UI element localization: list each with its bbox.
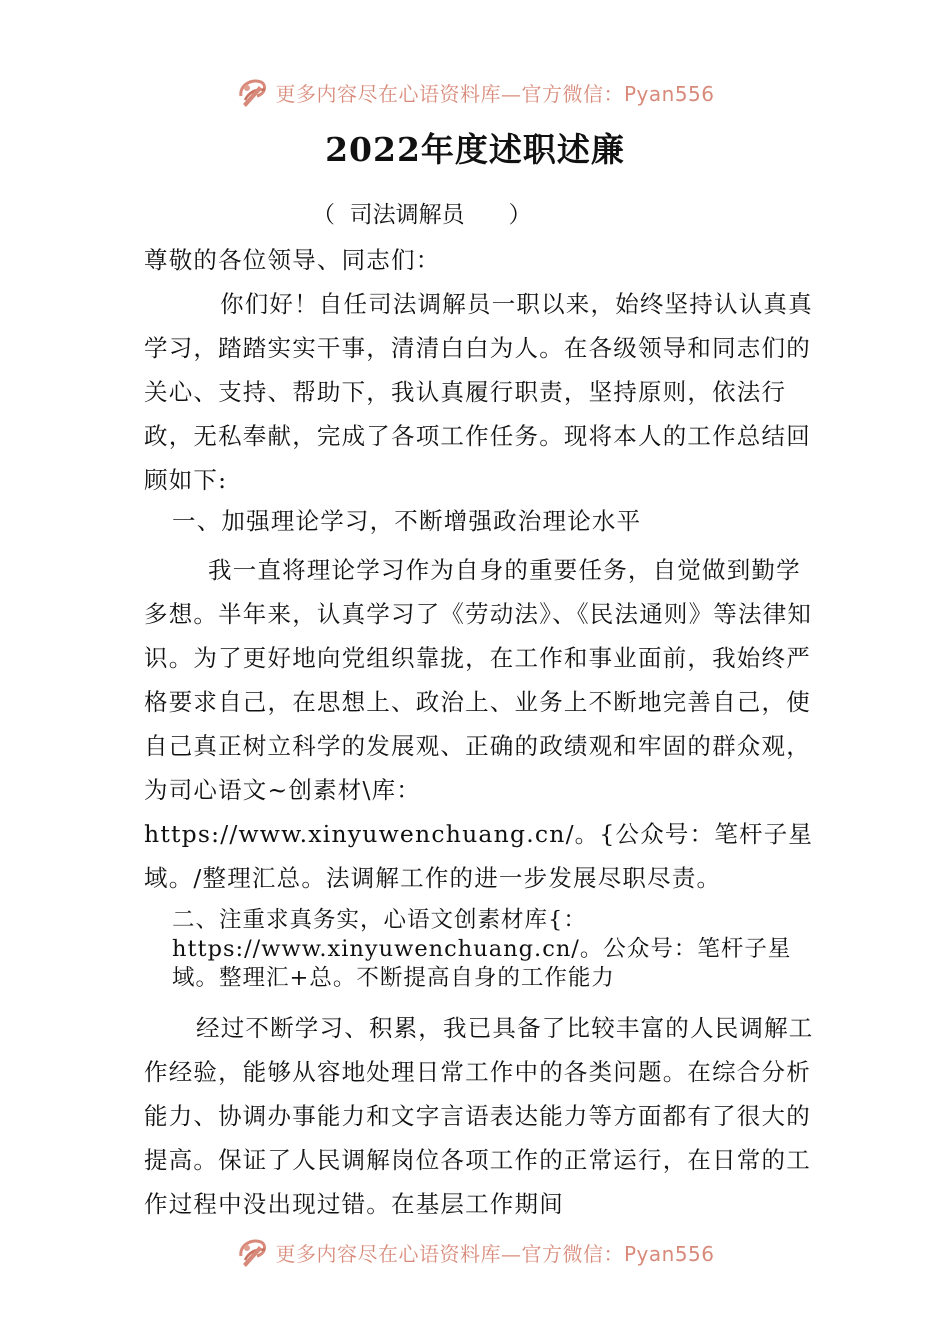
watermark-text: 更多内容尽在心语资料库—官方微信：Pyan556 xyxy=(275,81,715,106)
section-heading-2: 二、注重求真务实，心语文创素材库{：https://www.xinyuwenchuang.cn/。公众号：笔杆子星域。整理汇+总。不断提高自身的工作能力 xyxy=(172,907,792,991)
wechat-id: Pyan556 xyxy=(623,81,715,106)
paragraph-theory-study: 我一直将理论学习作为自身的重要任务，自觉做到勤学多想。半年来，认真学习了《劳动法》、《民法通则》等法律知识。为了更好地向党组织靠拢，在工作和事业面前，我始终严格要求自己，在思想上、政治上、业务上不断地完善自己，使自己真正树立科学的发展观、正确的政绩观和牢固的群众观，为司心语文~创素材\库：https://www.xinyuwenchuang.cn/。{公众号：笔杆子星域。/整理汇总。法调解工作的进一步发展尽职尽责。 xyxy=(144,556,814,892)
greeting: 尊敬的各位领导、同志们： xyxy=(144,246,441,274)
watermark-text: 更多内容尽在心语资料库—官方微信：Pyan556 xyxy=(275,1241,715,1266)
page-subtitle: （ 司法调解员 ） xyxy=(312,202,532,228)
paragraph-intro: 你们好！自任司法调解员一职以来，始终坚持认认真真学习，踏踏实实干事，清清白白为人。在各级领导和同志们的关心、支持、帮助下，我认真履行职责，坚持原则，依法行政，无私奉献，完成了各项工作任务。现将本人的工作总结回顾如下: xyxy=(144,290,813,494)
page-title: 2022年度述职述廉 xyxy=(325,130,625,169)
wechat-id: Pyan556 xyxy=(623,1241,715,1266)
pen-swirl-logo-icon xyxy=(235,1234,271,1270)
paragraph-work-ability: 经过不断学习、积累，我已具备了比较丰富的人民调解工作经验，能够从容地处理日常工作中的各类问题。在综合分析能力、协调办事能力和文字言语表达能力等方面都有了很大的提高。保证了人民调解岗位各项工作的正常运行，在日常的工作过程中没出现过错。在基层工作期间 xyxy=(144,1014,814,1218)
pen-swirl-logo-icon xyxy=(235,74,271,110)
watermark-banner-bottom xyxy=(0,1232,950,1272)
watermark-banner-top xyxy=(0,72,950,112)
section-heading-1: 一、加强理论学习，不断增强政治理论水平 xyxy=(172,507,642,535)
